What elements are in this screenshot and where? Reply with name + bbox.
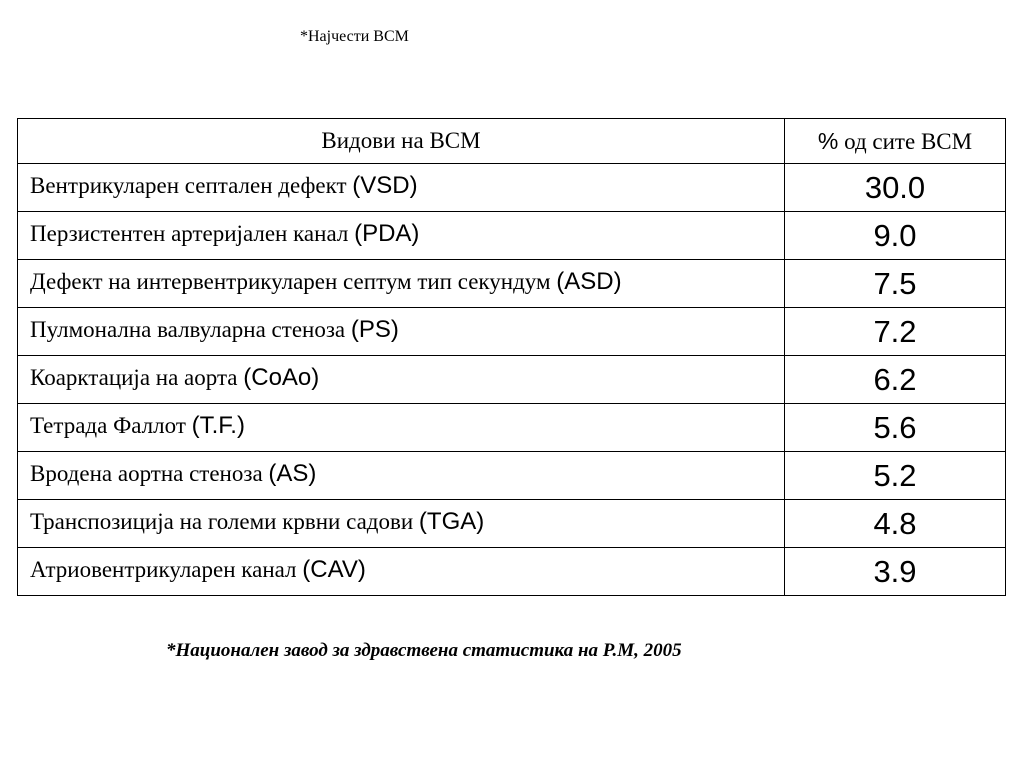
row-value: 7.5 — [785, 260, 1006, 308]
row-abbr: (ASD) — [556, 268, 622, 295]
row-abbr: (AS) — [268, 460, 317, 487]
header-type: Видови на ВСМ — [18, 119, 785, 164]
table-row — [18, 212, 1006, 260]
source-footnote: *Национален завод за здравствена статистика на Р.М, 2005 — [166, 640, 682, 661]
row-abbr: (CAV) — [302, 556, 366, 583]
row-name — [18, 500, 785, 548]
row-name-text: Вродена аортна стеноза — [30, 461, 269, 486]
row-abbr: (T.F.) — [191, 412, 245, 439]
row-name-text: Пулмонална валвуларна стеноза — [30, 317, 351, 342]
table-row — [18, 260, 1006, 308]
row-abbr: (CoAo) — [243, 364, 320, 391]
row-name — [18, 212, 785, 260]
row-abbr: (PDA) — [354, 220, 420, 247]
header-percent — [785, 119, 1006, 164]
table-row — [18, 308, 1006, 356]
row-value: 5.6 — [785, 404, 1006, 452]
title-asterisk: * — [300, 28, 308, 45]
row-value: 4.8 — [785, 500, 1006, 548]
row-name-text: Перзистентен артеријален канал — [30, 221, 355, 246]
row-value: 7.2 — [785, 308, 1006, 356]
percent-symbol: % — [817, 127, 839, 154]
row-name — [18, 548, 785, 596]
slide-title — [300, 28, 409, 46]
table-row — [18, 356, 1006, 404]
row-name-text: Атриовентрикуларен канал — [30, 557, 303, 582]
row-abbr: (TGA) — [418, 508, 485, 535]
row-name — [18, 260, 785, 308]
row-name — [18, 164, 785, 212]
row-abbr: (VSD) — [352, 172, 418, 199]
table-row — [18, 548, 1006, 596]
row-name — [18, 308, 785, 356]
chd-table — [17, 118, 1006, 596]
row-name-text: Дефект на интервентрикуларен септум тип секундум — [30, 269, 557, 294]
row-value: 30.0 — [785, 164, 1006, 212]
row-value: 9.0 — [785, 212, 1006, 260]
row-value: 3.9 — [785, 548, 1006, 596]
row-name-text: Коарктација на аорта — [30, 365, 244, 390]
table-row — [18, 164, 1006, 212]
table-header-row — [18, 119, 1006, 164]
title-text: Најчести ВСМ — [308, 28, 409, 45]
row-value: 6.2 — [785, 356, 1006, 404]
row-name-text: Тетрада Фаллот — [30, 413, 192, 438]
table-row — [18, 404, 1006, 452]
percent-label: од сите ВСМ — [838, 128, 973, 154]
row-value: 5.2 — [785, 452, 1006, 500]
row-name — [18, 404, 785, 452]
row-name-text: Транспозиција на големи крвни садови — [30, 509, 419, 534]
row-abbr: (PS) — [350, 316, 399, 343]
row-name — [18, 356, 785, 404]
row-name — [18, 452, 785, 500]
row-name-text: Вентрикуларен септален дефект — [30, 173, 353, 198]
table-row — [18, 500, 1006, 548]
table-row — [18, 452, 1006, 500]
